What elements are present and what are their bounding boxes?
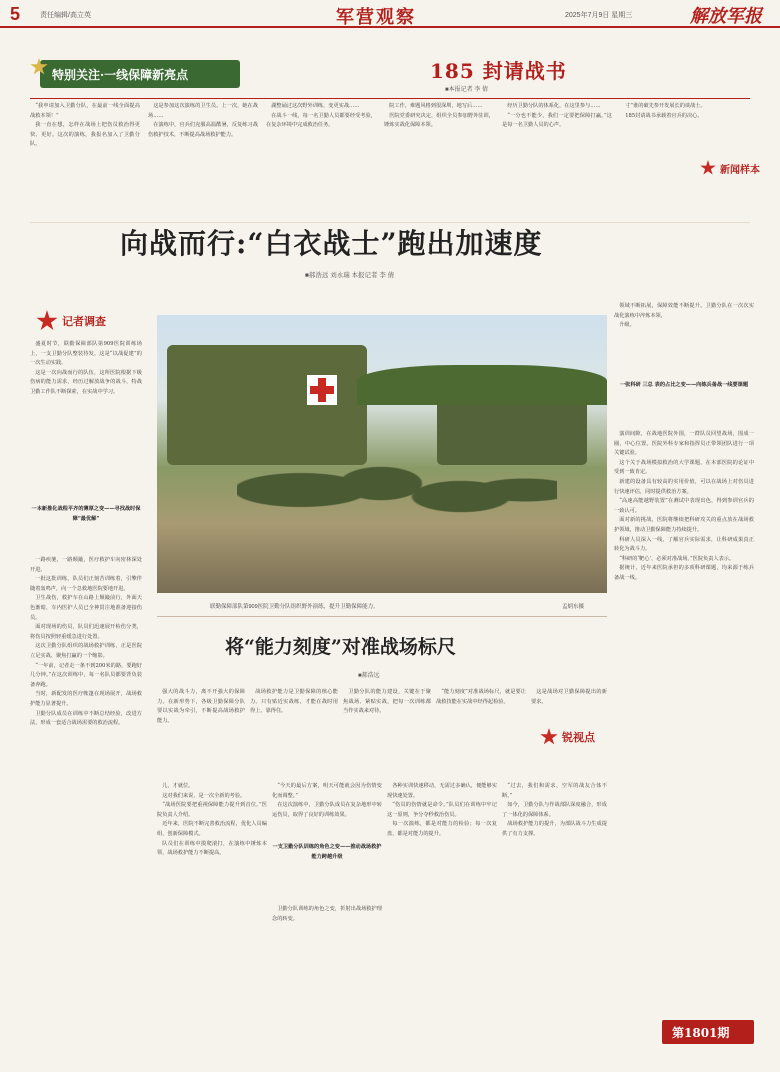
second-story-title: 将“能力刻度”对准战场标尺 bbox=[225, 636, 456, 658]
main-photo bbox=[157, 315, 607, 593]
main-story-left-subhead: 一本新推化战程平齐的薄厚之变——寻找战时保障“最优解” bbox=[31, 506, 141, 522]
second-story-lower-2: “今天的最后方案，明天可能就会因为伤情变化而调整。” 在这次演练中，卫勤分队成员在复杂地形中转运伤员，取得了良好的训练效果。 bbox=[272, 783, 382, 818]
top-story-col-1: “我申请加入卫勤分队，在最前一线全面提高战救本领！” 我一直在想，怎样在战场上把伤员救治得更快、更好。这次的演练，我报名加入了卫勤分队。 bbox=[30, 103, 140, 148]
second-story-byline: ■郝浩远 bbox=[358, 673, 380, 679]
reporter-tag bbox=[36, 310, 106, 332]
section-title: 军营观察 bbox=[336, 7, 416, 28]
top-story-col-4: 院工作，难题风格到很深圳，地写后…… 医院党委研究决定，组织全员参加野外驻训，锤炼实战化保障本领。 bbox=[384, 103, 494, 129]
banner-label: 特别关注·一线保障新亮点 bbox=[52, 68, 189, 82]
photo-soldiers bbox=[237, 425, 557, 555]
sharp-view-tag bbox=[540, 728, 595, 746]
second-story-lower-4: 各种实训快速移动，无需过多确认，便能够实现快速处置。 “伤员的伤情就是命令。”队员们在训练中牢记这一原则，争分夺秒救治伤员。 每一次演练，都是对能力的检验；每一次复盘，都是对能力的提升。 bbox=[387, 783, 497, 837]
top-story-col-2: 这是参加这次演练的卫生员。上一次，她在战场…… 在演练中，官兵们克服高温酷暑，反复练习战伤救护技术，不断提高战场救护能力。 bbox=[148, 103, 258, 138]
second-story-lower-1: 儿，才就位。 这对我们来说，是一次全新的考验。 “战场医院要把重视保障能力提升到首位。”医院负责人介绍。 近年来，医院不断完善救治流程，优化人员编组，创新保障模式。 队员们在训练中摸爬滚打，在演练中锤炼本领，战场救护能力不断提高。 bbox=[157, 783, 267, 857]
reporter-tag-label: 记者调查 bbox=[62, 315, 106, 328]
main-story-right-top: 领域不断拓展，保障效能不断提升。卫勤分队在一次次实战化演练中淬炼本领， 升级。 bbox=[614, 303, 754, 329]
second-story-subhead: 一支卫勤分队训练的角色之变——推动战场救护能力跨越升级 bbox=[272, 844, 382, 860]
second-story-col-5: 这是战场对卫勤保障提出的新要求。 bbox=[531, 689, 607, 705]
second-story-col-1: 强大的战斗力，离不开强大的保障力。在新形势下，各级卫勤保障分队要以实战为牵引，不断提高战场救护能力。 bbox=[157, 689, 245, 724]
top-story-col-5: 经历卫勤分队的体系化，在这里参与…… “一分也不能少，我们一定要把保障打赢。”这是每一名卫勤人员的心声。 bbox=[502, 103, 612, 129]
top-story-title: 185 封请战书 bbox=[430, 59, 567, 83]
page-header bbox=[0, 0, 780, 28]
top-story-byline: ■本报记者 李 倩 bbox=[445, 87, 488, 93]
main-story-byline: ■郝浩远 刘永瑞 本报记者 李 倩 bbox=[305, 272, 395, 279]
red-star-icon bbox=[540, 728, 558, 746]
photo-treeline bbox=[357, 365, 607, 405]
red-star-icon bbox=[700, 160, 716, 176]
second-story-rule bbox=[157, 616, 607, 617]
news-sample-label: 新闻样本 bbox=[720, 164, 760, 176]
main-story-right-col: 演训间隙，在战地医院外围，一群队员回望战场，围成一圈，中心位置，医院外科专家和指挥员正带领团队进行一项关键试验。 这个关于战场模拟救治的大学课题，在本部医院的论证中受到一致肯定。 新建的设备具有较高的实用价值，可以在战场上对伤员进行快速评估，同时提供救治方案。 “高速高能越野装置”在测试中表现出色，得到参训官兵的一致认可。 面对新的挑战，医院将继续把科研攻关的重点放在战场救护领域，推动卫勤保障能力持续提升。 科研人员深入一线，了解官兵实际需求，让科研成果真正转化为战斗力。 “科研的‘靶心’，必须对准战场。”医院负责人表示。 据统计，近年来医院承担的多项科研课题，均来源于练兵备战一线。 bbox=[614, 431, 754, 581]
special-focus-banner bbox=[40, 60, 240, 88]
masthead-logo: 解放军报 bbox=[690, 6, 762, 27]
red-star-icon bbox=[36, 310, 58, 332]
main-story-left-col-a: 盛夏时节，联勤保障部队第909医院训练场上，一支卫勤分队整装待发。这是“以战促建”的一次生动实践。 这是一次向战而行的队伍，这所医院根据下级伤病的能力需求，经历过解放战争的战斗，特战卫勤工作队不断探索，在实战中学习。 bbox=[30, 341, 142, 395]
main-story-title: 向战而行:“白衣战士”跑出加速度 bbox=[120, 227, 543, 260]
top-story-col-6: 寸”谁的破先参开发展长的谈战士。 185封请战书承载着官兵的决心。 bbox=[625, 103, 706, 119]
date-label: 2025年7月9日 星期三 bbox=[565, 12, 633, 19]
issue-label: 第1801期 bbox=[672, 1026, 730, 1040]
second-story-col-2: 战场救护能力是卫勤保障的核心能力。只有贴近实战练，才能在战时用得上、靠得住。 bbox=[250, 689, 338, 715]
issue-badge bbox=[662, 1020, 754, 1044]
photo-red-cross-icon bbox=[307, 375, 337, 405]
news-sample-tag bbox=[700, 160, 760, 176]
page-number: 5 bbox=[10, 4, 21, 24]
photo-caption: 联勤保障部队第909医院卫勤分队组织野外演练，提升卫勤保障能力。 bbox=[210, 604, 379, 610]
main-story-right-subhead: 一张科研 三总 表的占比之变——向练兵备战一线要课题 bbox=[619, 382, 749, 388]
top-story-rule bbox=[30, 98, 750, 99]
second-story-lower-3: 卫勤分队训练的角色之变，折射出战场救护理念的转变。 bbox=[272, 906, 382, 922]
editor-label: 责任编辑/高立英 bbox=[40, 12, 91, 19]
photo-credit: 孟炳东摄 bbox=[562, 604, 585, 610]
main-story-left-col-b: 一路疾驰，一路颠簸，医疗救护车向密林深处开进。 一批这批训练，队员们正刻苦训练着，引擎伴随着轰鸣声，向一个急救地医院要地开进。 卫生战伤，救护车在山路上颠簸前行，外面天色渐暗，车内医护人员已全神贯注地准备迎接伤员。 面对现场的伤员，队员们迅速展开检伤分类，将伤员按照轻重缓急进行处置。 这次卫勤分队组织的战场救护训练，正是医院立足实战、聚焦打赢的一个缩影。 “一年前，记者走一条不到200米的路，要跑好几分钟。”在这次训练中，每一名队员都要背负装备奔跑。 当时，新配发的医疗帐篷在现场展开，战场救护能力显著提升。 卫勤分队成员在训练中不断总结经验，改进方法，形成一套适合战场需要的救治流程。 bbox=[30, 557, 142, 727]
top-story-col-3: 湖整诵过这次野外训练，变更实战…… 在战斗一线，每一名卫勤人员都要经受考验，在复杂环境中完成救治任务。 bbox=[266, 103, 376, 129]
sharp-view-label: 锐视点 bbox=[562, 731, 595, 744]
second-story-col-4: “能力刻度”对准战场标尺，就是要让战救技能在实战中经得起检验。 bbox=[436, 689, 526, 705]
second-story-col-3: 卫勤分队的能力建设，关键在于聚焦战场、紧贴实战，把每一次训练都当作实战来对待。 bbox=[343, 689, 431, 715]
second-story-lower-5: “过去，我们和需求，空军的战友合体不断。” 如今，卫勤分队与作战部队深度融合，形成了一体化的保障体系。 战场救护能力的提升，为部队战斗力生成提供了有力支撑。 bbox=[502, 783, 607, 837]
